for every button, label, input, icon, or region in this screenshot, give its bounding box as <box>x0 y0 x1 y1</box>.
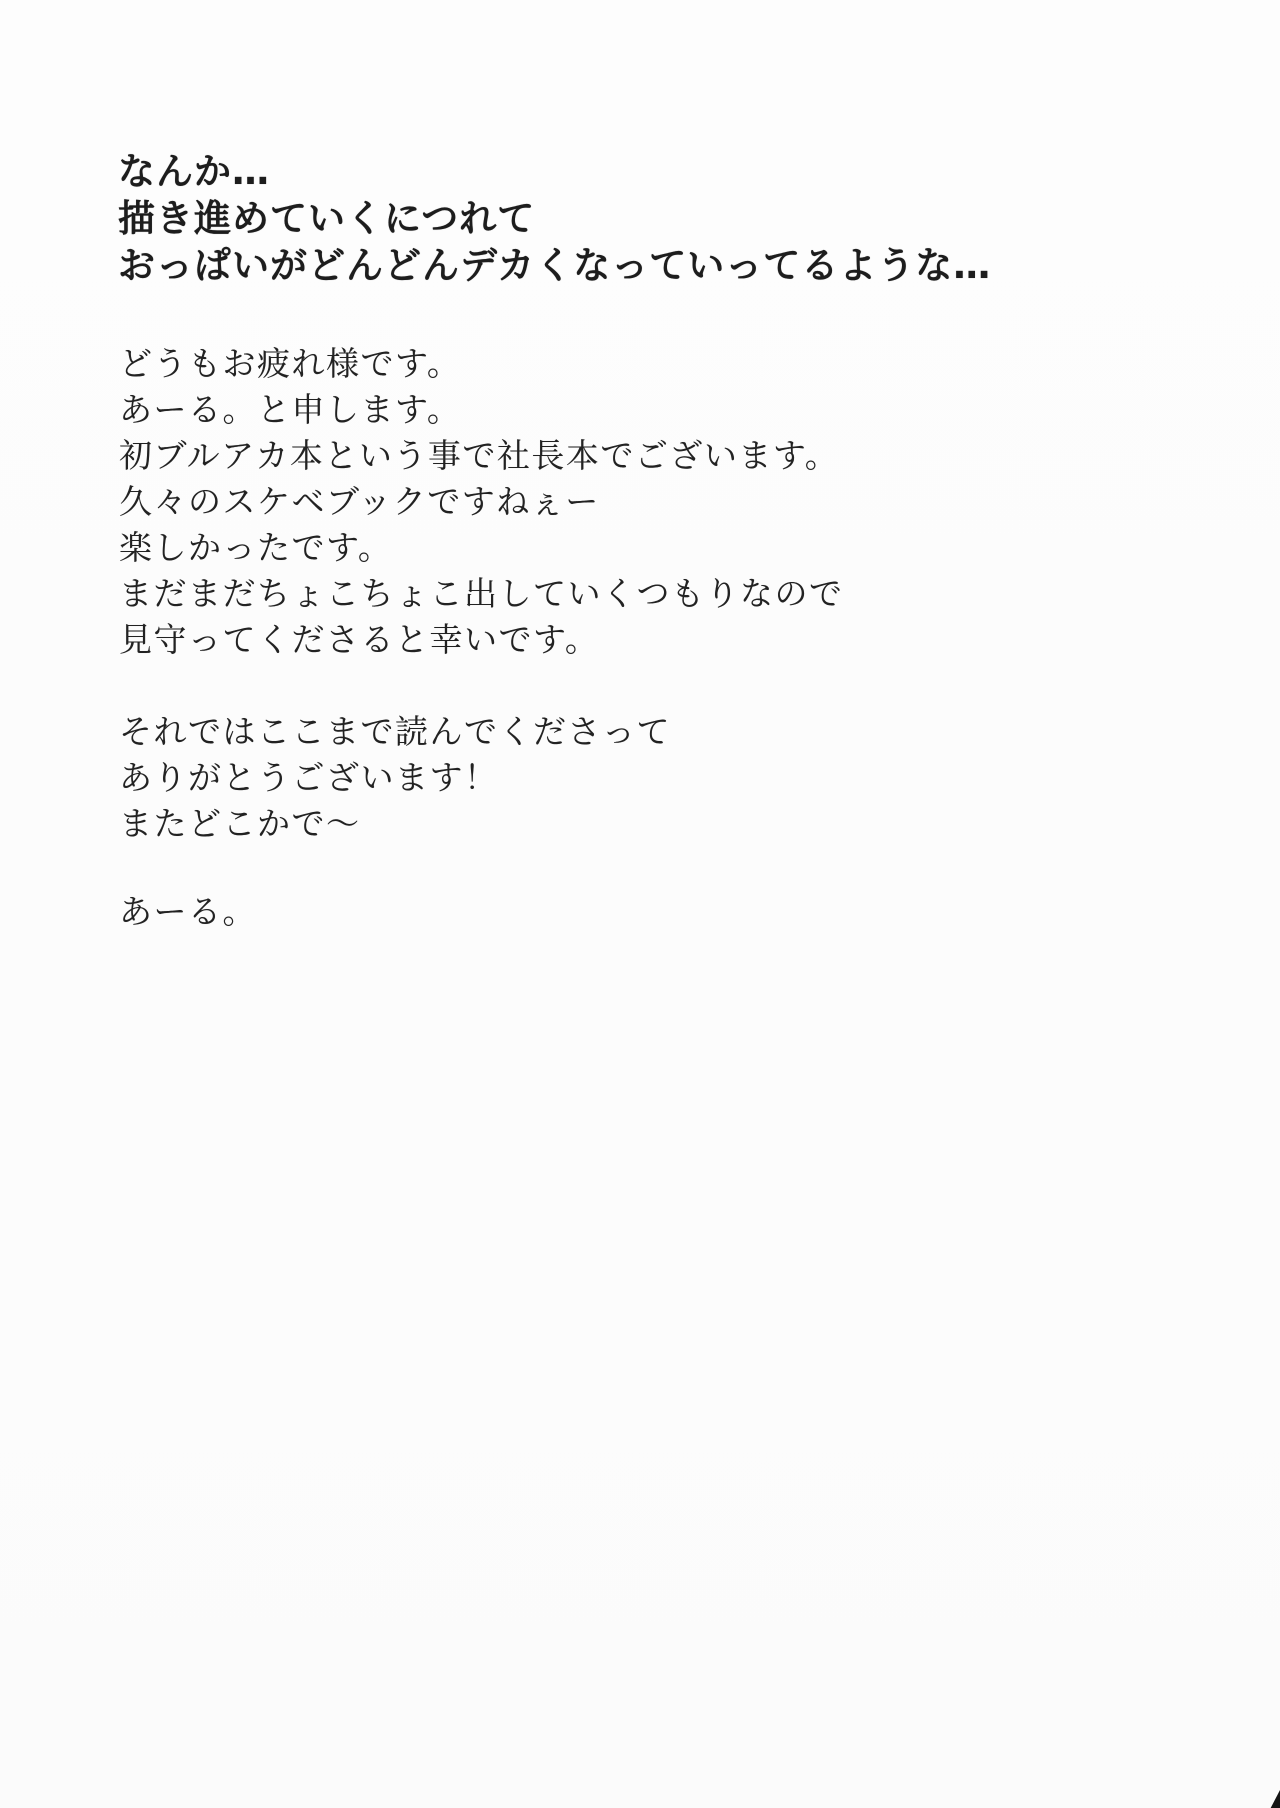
body-line: 楽しかったです。 <box>119 528 393 567</box>
afterword-heading <box>118 148 991 289</box>
body-line: ありがとうございます！ <box>119 758 499 797</box>
body-line: それではここまで読んでくださって <box>119 712 671 751</box>
afterword-paragraph-1 <box>119 341 844 663</box>
body-line: 久々のスケベブックですねぇー <box>119 482 600 521</box>
body-line: どうもお疲れ様です。 <box>119 344 462 383</box>
scan-corner-artifact <box>1269 1790 1280 1808</box>
heading-line: なんか… <box>118 150 270 193</box>
afterword-signature <box>119 889 257 935</box>
body-line: またどこかで～ <box>119 804 361 843</box>
body-line: 見守ってくださると幸いです。 <box>119 620 600 659</box>
heading-line: おっぱいがどんどんデカくなっていってるような… <box>118 244 992 287</box>
afterword-paragraph-2 <box>119 709 671 847</box>
body-line: まだまだちょこちょこ出していくつもりなので <box>119 574 844 613</box>
heading-line: 描き進めていくにつれて <box>118 197 536 240</box>
body-line: 初ブルアカ本という事で社長本でございます。 <box>119 436 840 475</box>
signature-line: あーる。 <box>119 892 257 931</box>
body-line: あーる。と申します。 <box>119 390 462 429</box>
